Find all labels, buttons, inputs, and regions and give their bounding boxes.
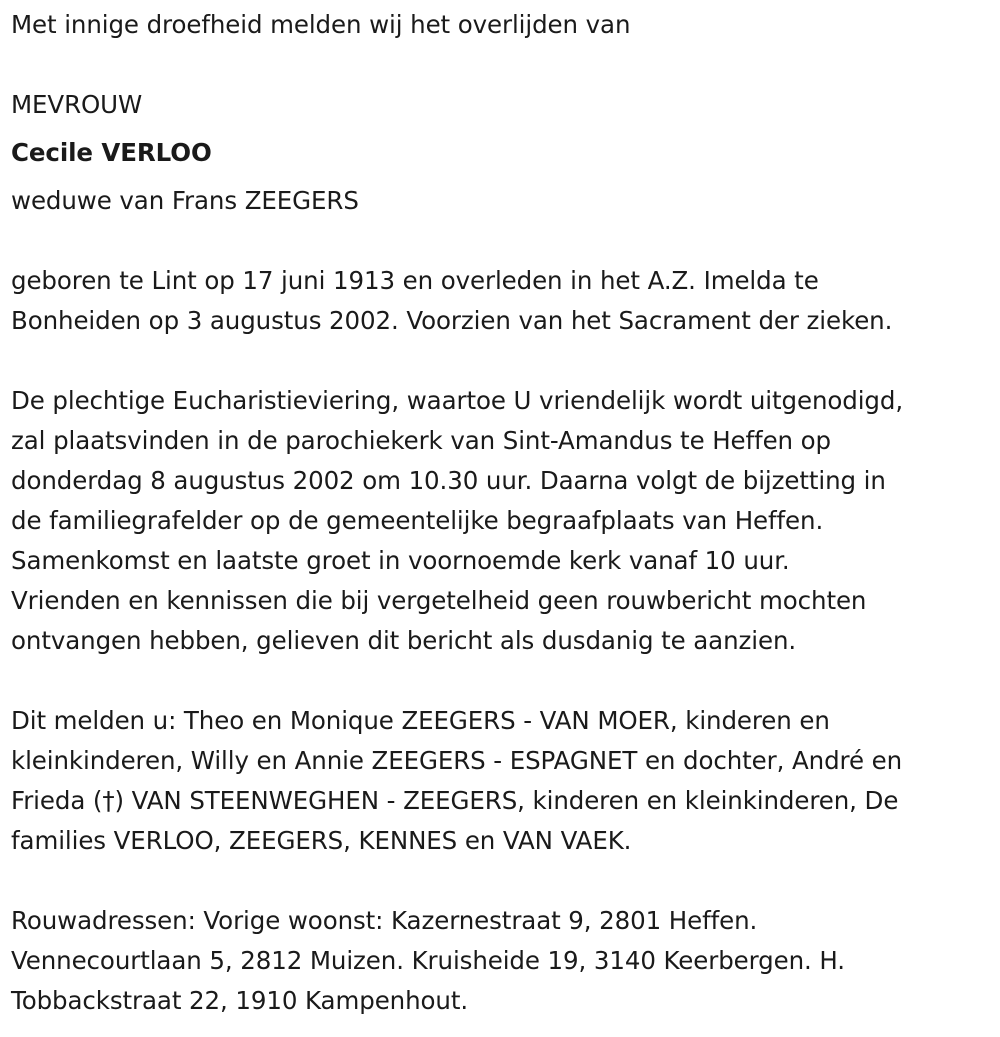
family-line: Dit melden u: Theo en Monique ZEEGERS - VAN MOER, kinderen en [11, 706, 830, 735]
ceremony-line: Samenkomst en laatste groet in voornoemde kerk vanaf 10 uur. [11, 546, 790, 575]
family-line: kleinkinderen, Willy en Annie ZEEGERS - ESPAGNET en dochter, André en [11, 746, 903, 775]
ceremony-line: ontvangen hebben, gelieven dit bericht als dusdanig te aanzien. [11, 626, 797, 655]
relation-text: weduwe van Frans ZEEGERS [11, 186, 359, 215]
ceremony-line: De plechtige Eucharistieviering, waartoe U vriendelijk wordt uitgenodigd, [11, 386, 904, 415]
honorific: MEVROUW [11, 90, 143, 119]
address-line: Tobbackstraat 22, 1910 Kampenhout. [11, 986, 469, 1015]
ceremony-line: zal plaatsvinden in de parochiekerk van Sint-Amandus te Heffen op [11, 426, 832, 455]
deceased-name: Cecile VERLOO [11, 138, 212, 167]
birth-death-line: geboren te Lint op 17 juni 1913 en overleden in het A.Z. Imelda te [11, 266, 819, 295]
intro-text: Met innige droefheid melden wij het overlijden van [11, 10, 631, 39]
family-line: Frieda (†) VAN STEENWEGHEN - ZEEGERS, kinderen en kleinkinderen, De [11, 786, 899, 815]
birth-death-line: Bonheiden op 3 augustus 2002. Voorzien van het Sacrament der zieken. [11, 306, 893, 335]
ceremony-line: de familiegrafelder op de gemeentelijke begraafplaats van Heffen. [11, 506, 824, 535]
ceremony-line: Vrienden en kennissen die bij vergetelheid geen rouwbericht mochten [11, 586, 867, 615]
address-line: Vennecourtlaan 5, 2812 Muizen. Kruisheide 19, 3140 Keerbergen. H. [11, 946, 845, 975]
address-line: Rouwadressen: Vorige woonst: Kazernestraat 9, 2801 Heffen. [11, 906, 758, 935]
family-line: families VERLOO, ZEEGERS, KENNES en VAN VAEK. [11, 826, 632, 855]
ceremony-line: donderdag 8 augustus 2002 om 10.30 uur. Daarna volgt de bijzetting in [11, 466, 886, 495]
